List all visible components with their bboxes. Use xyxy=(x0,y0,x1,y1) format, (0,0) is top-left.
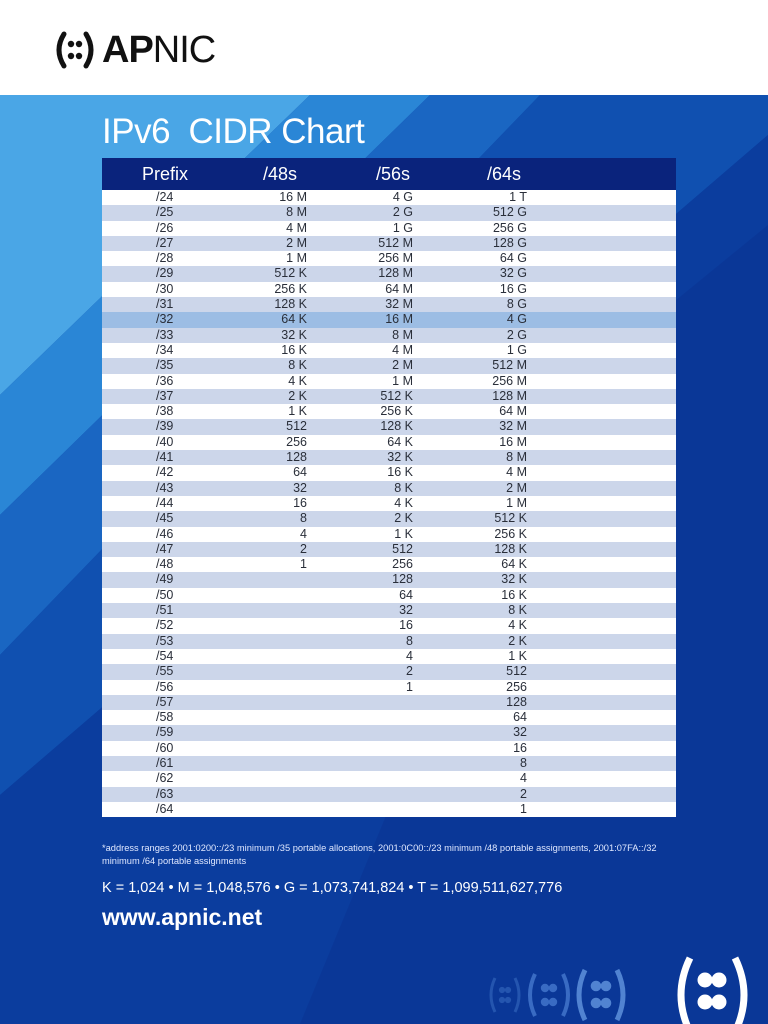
cell-56s: 4 M xyxy=(392,342,413,357)
table-row xyxy=(102,557,676,572)
cell-prefix: /31 xyxy=(156,297,174,312)
cell-prefix: /57 xyxy=(156,694,174,709)
logo-text-regular: NIC xyxy=(152,29,216,71)
table-row xyxy=(102,725,676,740)
cell-56s: 16 xyxy=(399,618,413,633)
cell-prefix: /61 xyxy=(156,755,174,770)
cell-64s: 8 K xyxy=(508,603,527,618)
cell-prefix: /27 xyxy=(156,235,174,250)
logo-text-bold: AP xyxy=(102,29,153,71)
table-row xyxy=(102,282,676,297)
table-row xyxy=(102,450,676,465)
cell-64s: 256 M xyxy=(492,373,527,388)
table-row xyxy=(102,618,676,633)
cell-prefix: /25 xyxy=(156,205,174,220)
table-row xyxy=(102,787,676,802)
cell-64s: 128 M xyxy=(492,388,527,403)
cell-64s: 64 K xyxy=(501,557,527,572)
cell-64s: 256 K xyxy=(494,526,527,541)
column-header-48s: /48s xyxy=(263,164,298,184)
table-row xyxy=(102,741,676,756)
cell-prefix: /24 xyxy=(156,190,174,204)
cell-prefix: /49 xyxy=(156,572,174,587)
cell-64s: 4 G xyxy=(506,312,527,327)
table-row xyxy=(102,572,676,587)
cell-56s: 128 M xyxy=(378,266,413,281)
cell-48s: 1 K xyxy=(288,404,307,419)
cell-56s: 64 K xyxy=(387,434,413,449)
cell-64s: 16 M xyxy=(499,434,527,449)
page-title: IPv6 CIDR Chart xyxy=(102,112,365,151)
table-row xyxy=(102,297,676,312)
cell-prefix: /48 xyxy=(156,557,174,572)
column-header-prefix: Prefix xyxy=(142,164,189,184)
column-header-56s: /56s xyxy=(376,164,411,184)
table-row xyxy=(102,328,676,343)
cell-prefix: /43 xyxy=(156,480,174,495)
cell-prefix: /42 xyxy=(156,465,174,480)
cell-56s: 4 G xyxy=(392,190,413,204)
cell-48s: 8 K xyxy=(288,358,307,373)
cell-48s: 64 K xyxy=(281,312,307,327)
cell-64s: 4 K xyxy=(508,618,527,633)
table-row xyxy=(102,802,676,817)
table-row xyxy=(102,771,676,786)
cidr-table xyxy=(102,158,676,817)
cell-64s: 2 K xyxy=(508,633,527,648)
cell-48s: 4 K xyxy=(288,373,307,388)
cell-48s: 16 xyxy=(293,495,307,510)
cell-64s: 128 G xyxy=(492,235,527,250)
cell-48s: 32 xyxy=(293,480,307,495)
cell-48s: 16 M xyxy=(279,190,307,204)
cell-48s: 4 xyxy=(300,526,307,541)
cell-56s: 8 xyxy=(406,633,413,648)
units-legend: K = 1,024 • M = 1,048,576 • G = 1,073,741,824 • T = 1,099,511,627,776 xyxy=(102,880,563,896)
table-row xyxy=(102,266,676,281)
table-row xyxy=(102,404,676,419)
cell-prefix: /40 xyxy=(156,434,174,449)
cell-64s: 32 M xyxy=(499,419,527,434)
table-row xyxy=(102,465,676,480)
cell-prefix: /39 xyxy=(156,419,174,434)
cell-64s: 1 K xyxy=(508,648,527,663)
table-body xyxy=(102,190,676,817)
cell-prefix: /41 xyxy=(156,450,174,465)
cell-48s: 256 K xyxy=(274,281,307,296)
cell-48s: 512 xyxy=(286,419,307,434)
cell-prefix: /28 xyxy=(156,251,174,266)
cell-prefix: /45 xyxy=(156,511,174,526)
table-row xyxy=(102,190,676,205)
cell-48s: 128 K xyxy=(274,297,307,312)
cell-64s: 128 xyxy=(506,694,527,709)
column-header-64s: /64s xyxy=(487,164,522,184)
table-row xyxy=(102,588,676,603)
table-row xyxy=(102,312,676,327)
table-row xyxy=(102,374,676,389)
table-row xyxy=(102,527,676,542)
cell-48s: 2 K xyxy=(288,388,307,403)
cell-56s: 32 K xyxy=(387,450,413,465)
table-row xyxy=(102,542,676,557)
cell-prefix: /59 xyxy=(156,725,174,740)
table-row xyxy=(102,221,676,236)
header xyxy=(0,0,768,95)
cell-64s: 2 G xyxy=(506,327,527,342)
cell-56s: 4 K xyxy=(394,495,413,510)
table-row xyxy=(102,710,676,725)
cell-64s: 2 M xyxy=(506,480,527,495)
cell-56s: 32 xyxy=(399,603,413,618)
cell-64s: 128 K xyxy=(494,541,527,556)
cell-48s: 8 xyxy=(300,511,307,526)
cell-prefix: /38 xyxy=(156,404,174,419)
cell-64s: 1 M xyxy=(506,495,527,510)
table-row xyxy=(102,664,676,679)
table-row xyxy=(102,756,676,771)
table-row xyxy=(102,358,676,373)
cell-64s: 1 xyxy=(520,801,527,816)
cell-56s: 512 M xyxy=(378,235,413,250)
decorative-logo-pattern xyxy=(0,950,768,1024)
cell-56s: 2 G xyxy=(392,205,413,220)
cell-48s: 256 xyxy=(286,434,307,449)
cell-prefix: /36 xyxy=(156,373,174,388)
cell-64s: 4 M xyxy=(506,465,527,480)
footnote: *address ranges 2001:0200::/23 minimum /35 portable allocations, 2001:0C00::/23 minimum /48 portable assignments, 2001:07FA::/32 minimum /64 portable assignments xyxy=(102,843,657,866)
cell-48s: 8 M xyxy=(286,205,307,220)
cell-64s: 512 K xyxy=(494,511,527,526)
website-link[interactable]: www.apnic.net xyxy=(102,904,263,930)
cell-64s: 32 xyxy=(513,725,527,740)
cell-prefix: /52 xyxy=(156,618,174,633)
cell-56s: 8 K xyxy=(394,480,413,495)
cell-prefix: /30 xyxy=(156,281,174,296)
cell-64s: 2 xyxy=(520,786,527,801)
apnic-logo[interactable] xyxy=(52,30,215,70)
cell-prefix: /47 xyxy=(156,541,174,556)
cell-prefix: /62 xyxy=(156,771,174,786)
cell-64s: 256 xyxy=(506,679,527,694)
cell-64s: 8 xyxy=(520,755,527,770)
cell-prefix: /26 xyxy=(156,220,174,235)
table-header xyxy=(102,158,676,190)
table-row xyxy=(102,511,676,526)
cell-64s: 8 G xyxy=(506,297,527,312)
cell-56s: 256 M xyxy=(378,251,413,266)
cell-64s: 64 G xyxy=(499,251,527,266)
cell-64s: 64 M xyxy=(499,404,527,419)
table-row xyxy=(102,419,676,434)
cell-48s: 4 M xyxy=(286,220,307,235)
cell-prefix: /50 xyxy=(156,587,174,602)
cell-prefix: /44 xyxy=(156,495,174,510)
cell-prefix: /54 xyxy=(156,648,174,663)
cell-56s: 512 K xyxy=(380,388,413,403)
cell-48s: 64 xyxy=(293,465,307,480)
cell-56s: 2 xyxy=(406,664,413,679)
cell-prefix: /33 xyxy=(156,327,174,342)
cell-56s: 2 K xyxy=(394,511,413,526)
cell-48s: 16 K xyxy=(281,342,307,357)
table-row xyxy=(102,496,676,511)
apnic-logo-icon xyxy=(52,30,98,70)
table-row xyxy=(102,695,676,710)
cell-64s: 32 K xyxy=(501,572,527,587)
cell-48s: 2 xyxy=(300,541,307,556)
table-row xyxy=(102,343,676,358)
cell-prefix: /37 xyxy=(156,388,174,403)
cell-56s: 256 K xyxy=(380,404,413,419)
logo-wordmark xyxy=(102,30,215,70)
cell-prefix: /63 xyxy=(156,786,174,801)
cell-prefix: /58 xyxy=(156,710,174,725)
cell-56s: 64 M xyxy=(385,281,413,296)
cell-prefix: /55 xyxy=(156,664,174,679)
table-row xyxy=(102,603,676,618)
cell-56s: 1 M xyxy=(392,373,413,388)
cell-48s: 1 M xyxy=(286,251,307,266)
cell-64s: 4 xyxy=(520,771,527,786)
cell-64s: 16 G xyxy=(499,281,527,296)
cell-56s: 1 G xyxy=(392,220,413,235)
cell-64s: 16 xyxy=(513,740,527,755)
cell-prefix: /32 xyxy=(156,312,174,327)
cell-prefix: /35 xyxy=(156,358,174,373)
table-row xyxy=(102,251,676,266)
cell-64s: 1 T xyxy=(509,190,527,204)
cell-56s: 256 xyxy=(392,557,413,572)
cell-64s: 512 xyxy=(506,664,527,679)
cell-64s: 512 G xyxy=(492,205,527,220)
cell-48s: 32 K xyxy=(281,327,307,342)
cell-prefix: /29 xyxy=(156,266,174,281)
cell-64s: 1 G xyxy=(506,342,527,357)
cell-48s: 2 M xyxy=(286,235,307,250)
cell-56s: 4 xyxy=(406,648,413,663)
cell-56s: 16 M xyxy=(385,312,413,327)
cell-prefix: /46 xyxy=(156,526,174,541)
cell-prefix: /56 xyxy=(156,679,174,694)
table-row xyxy=(102,680,676,695)
cell-64s: 16 K xyxy=(501,587,527,602)
cell-64s: 32 G xyxy=(499,266,527,281)
cell-56s: 128 K xyxy=(380,419,413,434)
table-row xyxy=(102,481,676,496)
cell-prefix: /53 xyxy=(156,633,174,648)
cell-56s: 1 xyxy=(406,679,413,694)
cell-56s: 128 xyxy=(392,572,413,587)
cell-48s: 512 K xyxy=(274,266,307,281)
table-row xyxy=(102,634,676,649)
cell-48s: 128 xyxy=(286,450,307,465)
cell-56s: 64 xyxy=(399,587,413,602)
cell-prefix: /64 xyxy=(156,801,174,816)
cell-56s: 2 M xyxy=(392,358,413,373)
table-row xyxy=(102,649,676,664)
cell-64s: 64 xyxy=(513,710,527,725)
cell-56s: 16 K xyxy=(387,465,413,480)
cell-48s: 1 xyxy=(300,557,307,572)
cell-prefix: /60 xyxy=(156,740,174,755)
cell-56s: 8 M xyxy=(392,327,413,342)
table-row xyxy=(102,435,676,450)
cell-64s: 256 G xyxy=(492,220,527,235)
cell-prefix: /51 xyxy=(156,603,174,618)
cell-64s: 8 M xyxy=(506,450,527,465)
cell-56s: 1 K xyxy=(394,526,413,541)
table-row xyxy=(102,205,676,220)
table-row xyxy=(102,389,676,404)
cell-64s: 512 M xyxy=(492,358,527,373)
table-row xyxy=(102,236,676,251)
cell-56s: 32 M xyxy=(385,297,413,312)
cell-prefix: /34 xyxy=(156,342,174,357)
cell-56s: 512 xyxy=(392,541,413,556)
